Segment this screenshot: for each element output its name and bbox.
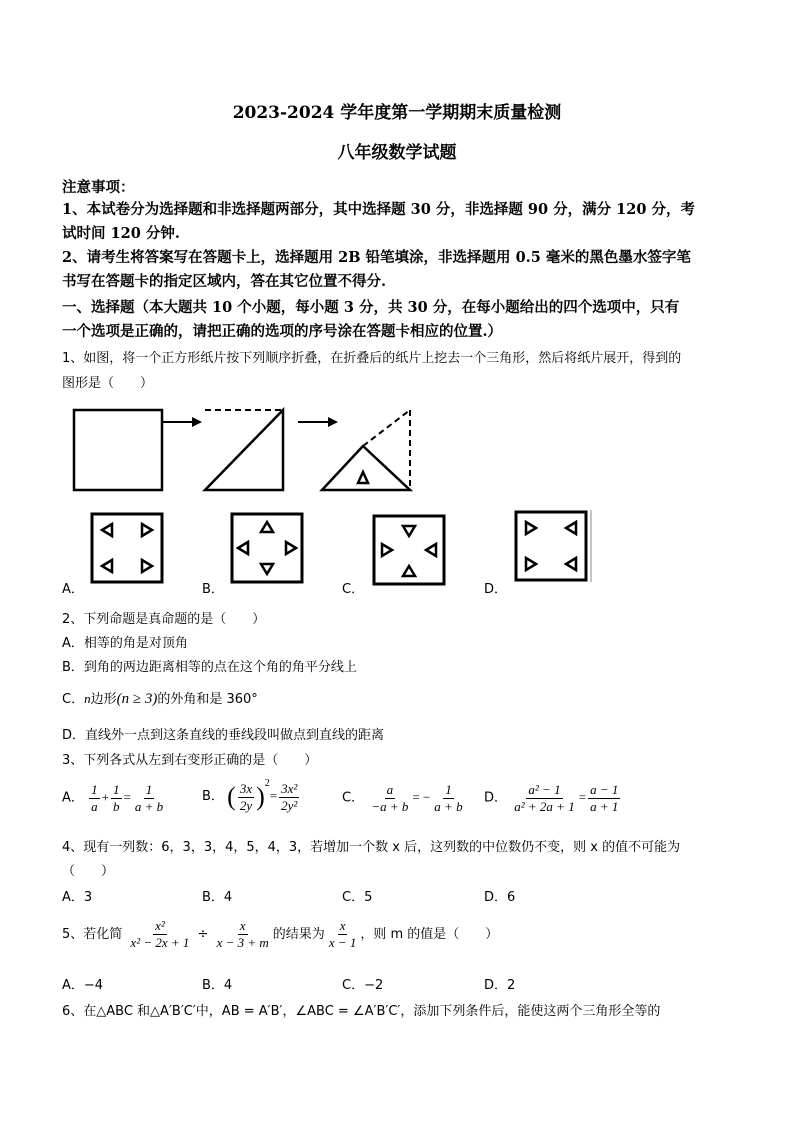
q2-option-b[interactable]: B．到角的两边距离相等的点在这个角的角平分线上 xyxy=(62,660,357,675)
q3-stem: 3、下列各式从左到右变形正确的是（ ） xyxy=(62,753,318,768)
q1-option-b[interactable]: B． xyxy=(202,582,224,597)
notice-item2-line1: 2、请考生将答案写在答题卡上，选择题用 2B 铅笔填涂，非选择题用 0.5 毫米的黑色墨水签字笔 xyxy=(62,249,691,266)
q5-option-d[interactable]: D．2 xyxy=(484,978,516,993)
exam-subtitle: 八年级数学试题 xyxy=(337,143,457,163)
q5-option-a[interactable]: A．−4 xyxy=(62,978,104,993)
q2-stem: 2、下列命题是真命题的是（ ） xyxy=(62,612,266,627)
section1-line1: 一、选择题（本大题共 10 个小题，每小题 3 分，共 30 分，在每小题给出的四个选项中，只有 xyxy=(62,299,680,316)
q5-stem: 5、若化简 $\frac{\text{x²}}{\text{x² − 2x + 1}}$ ÷ $\frac{x}{x - 3 + m}$ 的结果为 $\frac{x}{x - 1}$ ，则 m 的值是（ ） xyxy=(62,918,499,950)
q3-option-d[interactable]: D． $\frac{\text{a² − 1}}{\text{a² + 2a + 1}}$ = $\frac{a - 1}{a + 1}$ xyxy=(484,782,619,814)
cut-hole-triangle xyxy=(358,472,368,483)
q2-option-c[interactable]: C．n边形(n ≥ 3)的外角和是 360° xyxy=(62,691,258,707)
notice-heading: 注意事项： xyxy=(62,179,135,196)
q3-option-b[interactable]: B． ( $\frac{3x}{2y}$ )$^2$= $\frac{\text{3x²}}{\text{2y²}}$ xyxy=(202,778,298,813)
q5-option-c[interactable]: C．−2 xyxy=(342,978,384,993)
q2-option-d[interactable]: D．直线外一点到这条直线的垂线段叫做点到直线的距离 xyxy=(62,728,385,743)
section1-line2: 一个选项是正确的，请把正确的选项的序号涂在答题卡相应的位置.） xyxy=(62,323,503,340)
q1-stem-line1: 1、如图，将一个正方形纸片按下列顺序折叠，在折叠后的纸片上挖去一个三角形，然后将纸片展开，得到的 xyxy=(62,351,682,366)
folded-triangle xyxy=(205,410,283,490)
q4-option-b[interactable]: B．4 xyxy=(202,890,233,905)
fold-dash-edge xyxy=(363,410,410,446)
q1-option-c[interactable]: C． xyxy=(342,582,365,597)
notice-item2-line2: 书写在答题卡的指定区域内，答在其它位置不得分. xyxy=(62,273,387,290)
arrow-1-head xyxy=(192,417,202,427)
notice-item1-line1: 1、本试卷分为选择题和非选择题两部分，其中选择题 30 分，非选择题 90 分，满分 120 分，考 xyxy=(62,201,695,218)
arrow-2-head xyxy=(328,417,338,427)
q4-option-a[interactable]: A．3 xyxy=(62,890,93,905)
option-a-figure xyxy=(90,512,164,584)
exam-title: 2023-2024 学年度第一学期期末质量检测 xyxy=(232,103,562,123)
square-paper xyxy=(74,410,162,490)
notice-item1-line2: 试时间 120 分钟. xyxy=(62,225,180,242)
q4-option-d[interactable]: D．6 xyxy=(484,890,516,905)
q3-option-c[interactable]: C． $\frac{a}{-a + b}$ = − $\frac{1}{a + b}$ xyxy=(342,782,463,814)
q4-option-c[interactable]: C．5 xyxy=(342,890,373,905)
folding-diagram xyxy=(60,400,430,500)
q3-option-a[interactable]: A． $\frac{1}{a}$ + $\frac{1}{b}$ = $\frac{1}{a + b}$ xyxy=(62,782,164,814)
q1-option-a[interactable]: A． xyxy=(62,582,84,597)
q4-stem-line2: （ ） xyxy=(62,864,115,879)
option-c-figure xyxy=(372,514,446,586)
option-d-figure xyxy=(514,510,594,582)
q5-option-b[interactable]: B．4 xyxy=(202,978,233,993)
q6-stem: 6、在△ABC 和△A′B′C′中，AB = A′B′，∠ABC = ∠A′B′C′，添加下列条件后，能使这两个三角形全等的 xyxy=(62,1004,661,1019)
q1-stem-line2: 图形是（ ） xyxy=(62,376,154,391)
option-b-figure xyxy=(230,512,304,584)
q4-stem-line1: 4、现有一列数：6，3，3，4，5，4，3，若增加一个数 x 后，这列数的中位数仍不变，则 x 的值不可能为 xyxy=(62,840,681,855)
q1-option-d[interactable]: D． xyxy=(484,582,508,597)
q2-option-a[interactable]: A．相等的角是对顶角 xyxy=(62,636,188,651)
